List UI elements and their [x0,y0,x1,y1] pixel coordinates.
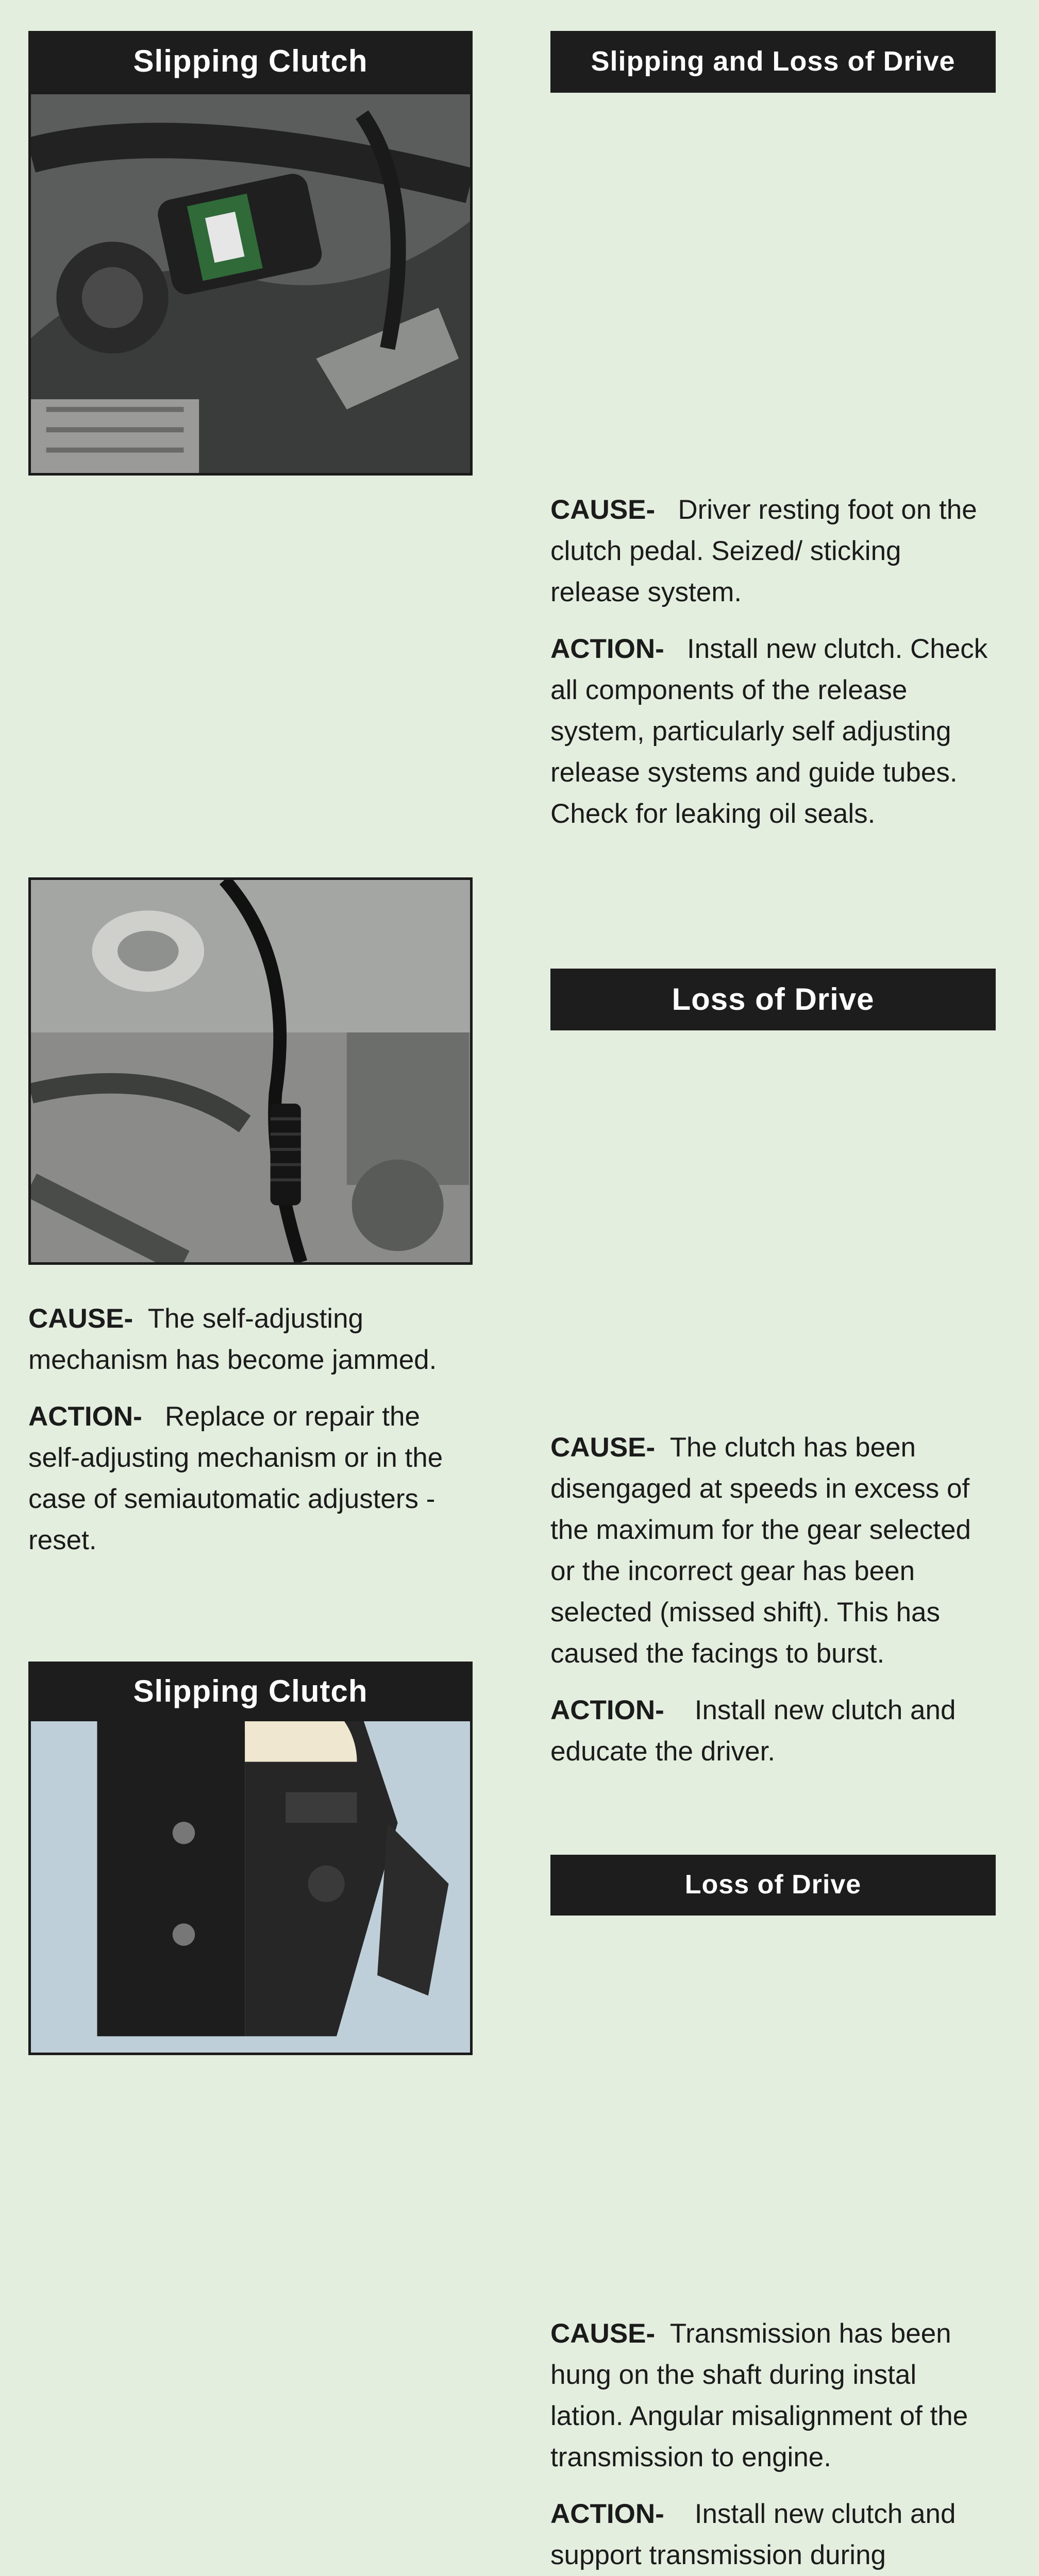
engine-bay-photo [28,92,473,476]
cause-action-block [550,1427,996,1772]
action-paragraph: ACTION- Replace or repair the self-adjusting mechanism or in the case of semiautomatic adjusters - reset. [28,1401,443,1555]
section-title: Slipping Clutch [28,31,473,92]
section-title: Loss of Drive [550,969,996,1030]
action-paragraph: ACTION- Install new clutch. Check all components of the release system, particularly self adjusting release systems and guide tubes. Check for leaking oil seals. [550,634,988,829]
clutch-pedal-photo [28,1668,473,2055]
cable-photo [28,877,473,1265]
cause-action-block [550,2313,996,2576]
action-paragraph: ACTION- Install new clutch and educate the driver. [550,1695,956,1767]
cause-paragraph: CAUSE- Driver resting foot on the clutch pedal. Seized/ sticking release system. [550,495,977,607]
cause-action-block [550,489,996,835]
section-title: Slipping Clutch [28,1662,473,1721]
section-title: Slipping and Loss of Drive [550,31,996,93]
cause-action-block [28,1298,473,1561]
section-title: Loss of Drive [550,1855,996,1916]
cause-paragraph: CAUSE- The clutch has been disengaged at speeds in excess of the maximum for the gear selected or the incorrect gear has been selected (missed shift). This has caused the facings to burst. [550,1432,971,1669]
action-paragraph: ACTION- Install new clutch and support transmission during [550,2499,956,2570]
cause-paragraph: CAUSE- The self-adjusting mechanism has become jammed. [28,1303,437,1375]
cause-paragraph: CAUSE- Transmission has been hung on the shaft during instal lation. Angular misalignment of the transmission to engine. [550,2318,968,2472]
